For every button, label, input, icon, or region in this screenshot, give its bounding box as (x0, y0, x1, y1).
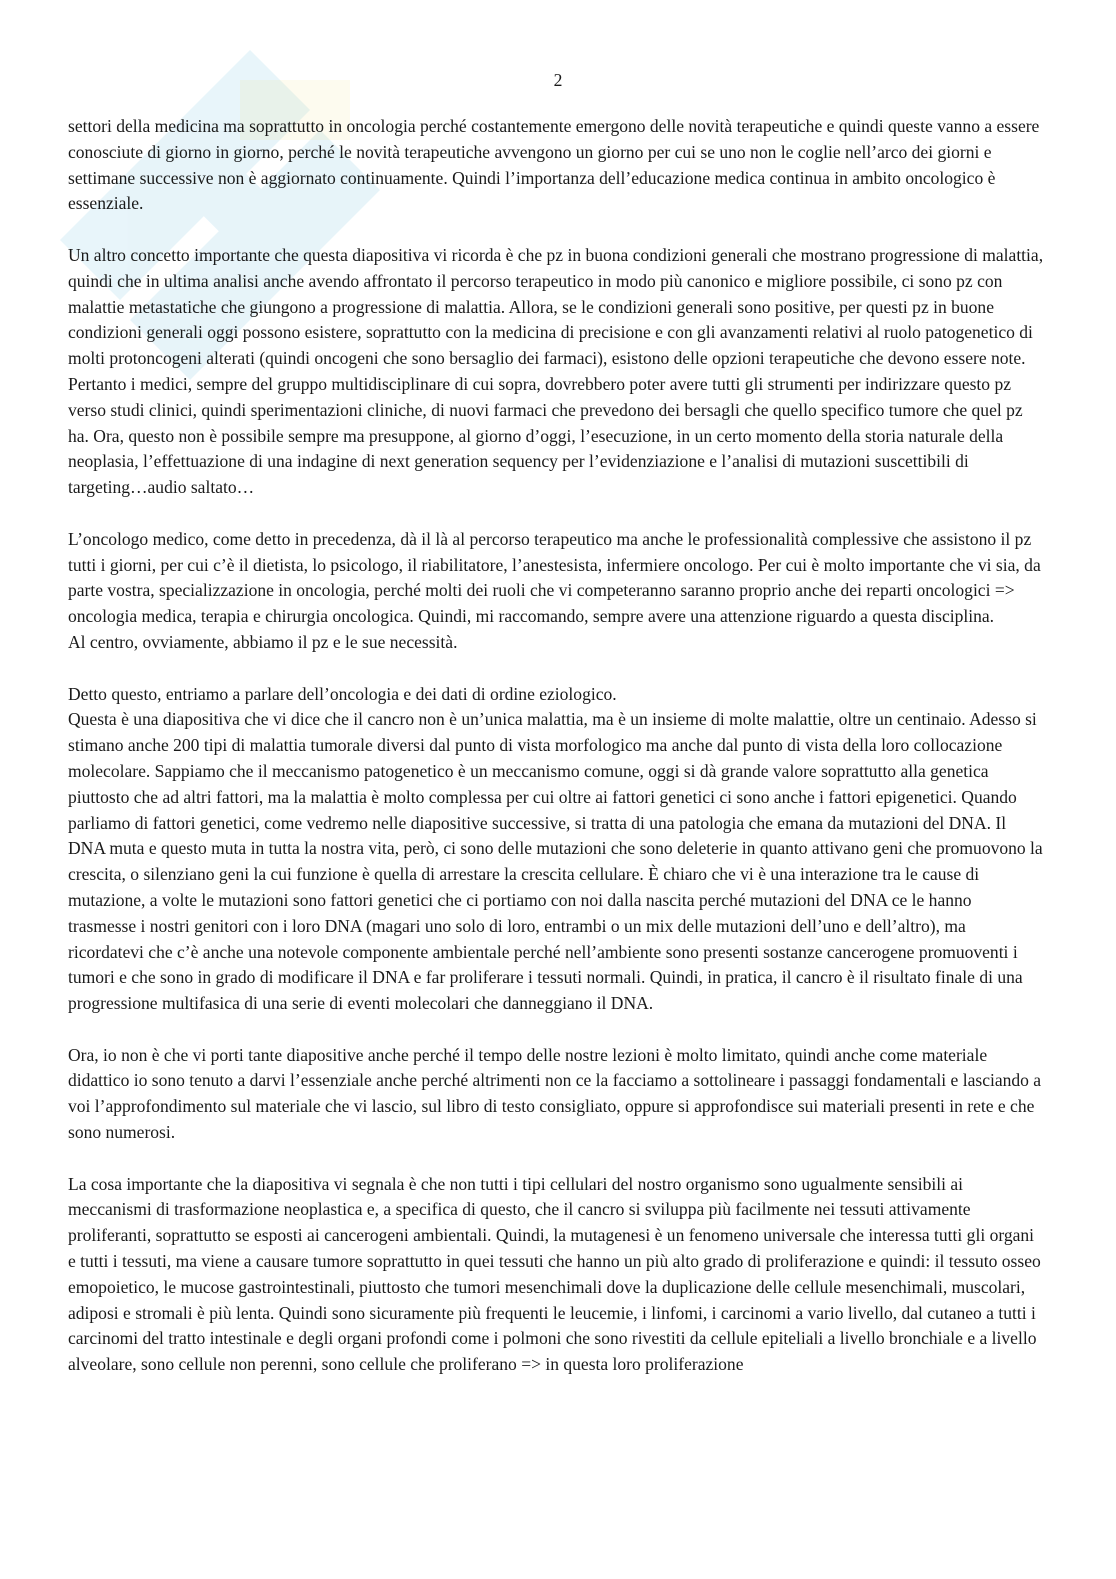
paragraph-4: Al centro, ovviamente, abbiamo il pz e le sue necessità. (68, 631, 458, 652)
document-body (68, 114, 1044, 1378)
paragraph-6: Questa è una diapositiva che vi dice che il cancro non è un’unica malattia, ma è un insieme di molte malattie, oltre un centinaio. Adesso si stimano anche 200 tipi di malattia tumorale diversi dal punto di vista morfologico ma anche dal punto di vista della loro collocazione molecolare. Sappiamo che il meccanismo patogenetico è un meccanismo comune, oggi si dà grande valore soprattutto alla genetica piuttosto che ad altri fattori, ma la malattia è molto complessa per cui oltre ai fattori genetici ci sono anche i fattori epigenetici. Quando parliamo di fattori genetici, come vedremo nelle diapositive successive, si tratta di una patologia che emana da mutazioni del DNA. Il DNA muta e questo muta in tutta la nostra vita, però, ci sono delle mutazioni che sono deleterie in quanto attivano geni che promuovono la crescita, o silenziano geni la cui funzione è quella di arrestare la crescita cellulare. È chiaro che vi è una interazione tra le cause di mutazione, a volte le mutazioni sono fattori genetici che ci portiamo con noi dalla nascita perché mutazioni del DNA ce le hanno trasmesse i nostri genitori con i loro DNA (magari uno solo di loro, entrambi o un mix delle mutazioni dell’uno e dell’altro), ma ricordatevi che c’è anche una notevole componente ambientale perché nell’ambiente sono presenti sostanze cancerogene promuoventi i tumori e che sono in grado di modificare il DNA e far proliferare i tessuti normali. Quindi, in pratica, il cancro è il risultato finale di una progressione multifasica di una serie di eventi molecolari che danneggiano il DNA. (68, 709, 1043, 1014)
paragraph-gap (68, 217, 1044, 243)
paragraph-3: L’oncologo medico, come detto in precedenza, dà il là al percorso terapeutico ma anche le professionalità complessive che assistono il pz tutti i giorni, per cui c’è il dietista, lo psicologo, il riabilitatore, l’anestesista, infermiere oncologo. Per cui è molto importante che vi sia, da parte vostra, specializzazione in oncologia, perché molti dei ruoli che vi competeranno saranno proprio anche dei reparti oncologici => oncologia medica, terapia e chirurgia oncologica. Quindi, mi raccomando, sempre avere una attenzione riguardo a questa disciplina. (68, 528, 1041, 627)
paragraph-7: Ora, io non è che vi porti tante diapositive anche perché il tempo delle nostre lezioni è molto limitato, quindi anche come materiale didattico io sono tenuto a darvi l’essenziale anche perché altrimenti non ce la facciamo a sottolineare i passaggi fondamentali e lasciando a voi l’approfondimento sul materiale che vi lascio, sul libro di testo consigliato, oppure si approfondisce sui materiali presenti in rete e che sono numerosi. (68, 1044, 1042, 1143)
paragraph-gap (68, 1017, 1044, 1043)
paragraph-gap (68, 1146, 1044, 1172)
paragraph-2: Un altro concetto importante che questa diapositiva vi ricorda è che pz in buona condizioni generali che mostrano progressione di malattia, quindi che in ultima analisi anche avendo affrontato il percorso terapeutico in modo più canonico e migliore possibile, ci sono pz con malattie metastatiche che giungono a progressione di malattia. Allora, se le condizioni generali sono positive, per questi pz in buone condizioni generali oggi possono esistere, soprattutto con la medicina di precisione e con gli avanzamenti relativi al ruolo patogenetico di molti protoncogeni alterati (quindi oncogeni che sono bersaglio dei farmaci), esistono delle opzioni terapeutiche che devono essere note. Pertanto i medici, sempre del gruppo multidisciplinare di cui sopra, dovrebbero poter avere tutti gli strumenti per indirizzare questo pz verso studi clinici, quindi sperimentazioni cliniche, di nuovi farmaci che prevedono dei bersagli che quello specifico tumore che quel pz ha. Ora, questo non è possibile sempre ma presuppone, al giorno d’oggi, l’esecuzione, in un certo momento della storia naturale della neoplasia, l’effettuazione di una indagine di next generation sequency per l’evidenziazione e l’analisi di mutazioni suscettibili di targeting…audio saltato… (68, 244, 1044, 498)
paragraph-gap (68, 501, 1044, 527)
paragraph-8: La cosa importante che la diapositiva vi segnala è che non tutti i tipi cellulari del nostro organismo sono ugualmente sensibili ai meccanismi di trasformazione neoplastica e, a specifica di questo, che il cancro si sviluppa più facilmente nei tessuti attivamente proliferanti, soprattutto se esposti ai cancerogeni ambientali. Quindi, la mutagenesi è un fenomeno universale che interessa tutti gli organi e tutti i tessuti, ma viene a causare tumore soprattutto in quei tessuti che hanno un più alto grado di proliferazione e quindi: il tessuto osseo emopoietico, le mucose gastrointestinali, piuttosto che tumori mesenchimali dove la duplicazione delle cellule mesenchimali, muscolari, adiposi e stromali è più lenta. Quindi sono sicuramente più frequenti le leucemie, i linfomi, i carcinomi a vario livello, dal cutaneo a tutti i carcinomi del tratto intestinale e degli organi profondi come i polmoni che sono rivestiti da cellule epiteliali a livello bronchiale e a livello alveolare, sono cellule non perenni, sono cellule che proliferano => in questa loro proliferazione (68, 1173, 1041, 1375)
paragraph-gap (68, 656, 1044, 682)
paragraph-1: settori della medicina ma soprattutto in oncologia perché costantemente emergono delle novità terapeutiche e quindi queste vanno a essere conosciute di giorno in giorno, perché le novità terapeutiche avvengono un giorno per cui se uno non le coglie nell’arco dei giorni e settimane successive non è aggiornato continuamente. Quindi l’importanza dell’educazione medica continua in ambito oncologico è essenziale. (68, 116, 1040, 214)
page-number: 2 (553, 70, 563, 90)
paragraph-5: Detto questo, entriamo a parlare dell’oncologia e dei dati di ordine eziologico. (68, 683, 617, 704)
